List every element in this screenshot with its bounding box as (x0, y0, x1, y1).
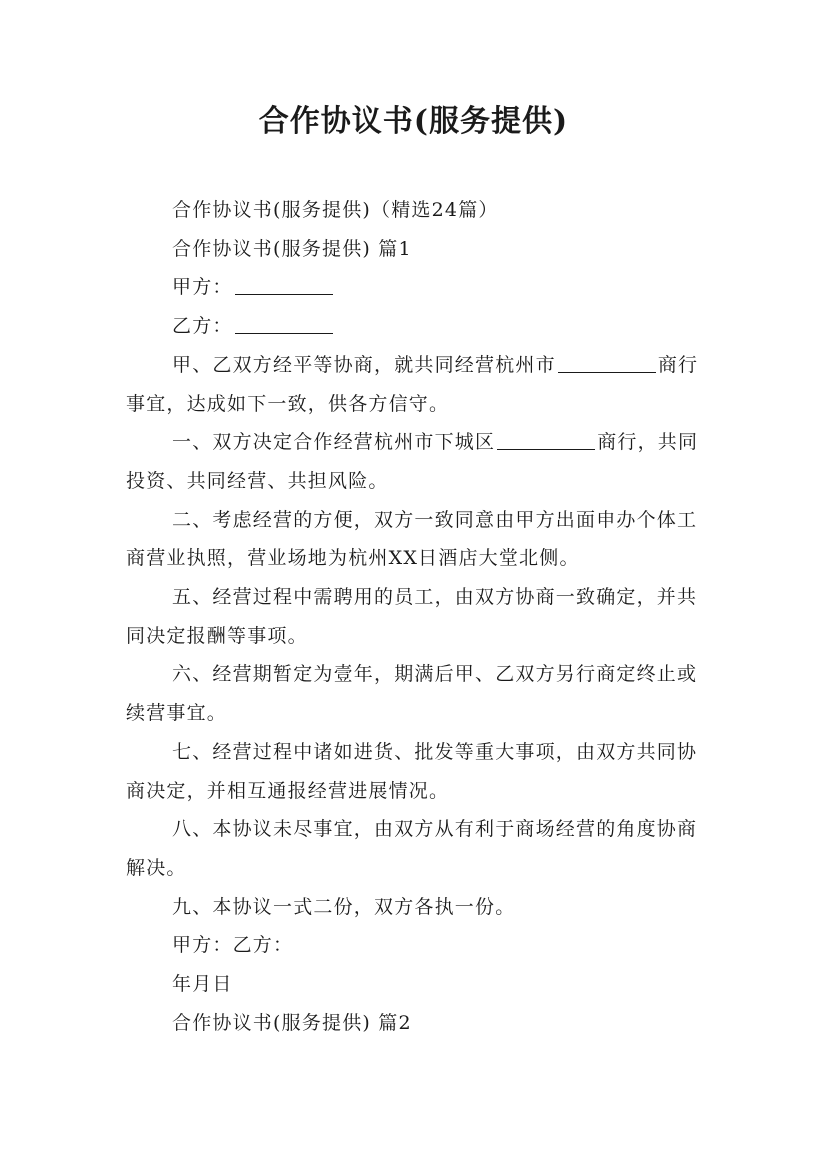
preamble-blank-line (558, 354, 656, 373)
paragraph-clause-1 (126, 423, 711, 500)
paragraph-section-heading-2: 合作协议书(服务提供) 篇2 (172, 1011, 412, 1034)
clause-1-text-b: 商行，共同投资、共同经营、共担风险。 (126, 431, 699, 492)
paragraph-preamble (126, 346, 711, 423)
document-title: 合作协议书(服务提供) (258, 104, 569, 139)
party-b-label: 乙方： (172, 315, 233, 338)
clause-1-blank-line (497, 431, 595, 450)
paragraph-clause-6: 六、经营期暂定为壹年，期满后甲、乙双方另行商定终止或续营事宜。 (126, 663, 698, 725)
paragraph-summary: 合作协议书(服务提供)（精选24篇） (172, 199, 499, 221)
preamble-text-b: 商行事宜，达成如下一致，供各方信守。 (126, 353, 699, 415)
paragraph-clause-9: 九、本协议一式二份，双方各执一份。 (172, 895, 516, 918)
party-a-label: 甲方： (172, 276, 233, 299)
paragraph-clause-7: 七、经营过程中诸如进货、批发等重大事项，由双方共同协商决定，并相互通报经营进展情况。 (126, 740, 698, 802)
document-body (126, 191, 711, 1042)
preamble-text-a: 甲、乙双方经平等协商，就共同经营杭州市 (172, 353, 556, 376)
paragraph-party-a (126, 268, 711, 307)
paragraph-party-b (126, 307, 711, 346)
party-a-blank-line (235, 276, 333, 295)
paragraph-clause-8: 八、本协议未尽事宜，由双方从有利于商场经营的角度协商解决。 (126, 818, 698, 879)
paragraph-section-heading-1: 合作协议书(服务提供) 篇1 (172, 237, 412, 260)
paragraph-clause-5: 五、经营过程中需聘用的员工，由双方协商一致确定，并共同决定报酬等事项。 (126, 586, 698, 647)
paragraph-clause-2: 二、考虑经营的方便，双方一致同意由甲方出面申办个体工商营业执照，营业场地为杭州XX日酒店大堂北侧。 (126, 508, 698, 570)
party-b-blank-line (235, 315, 333, 334)
paragraph-signatures: 甲方：乙方： (172, 934, 294, 957)
clause-1-text-a: 一、双方决定合作经营杭州市下城区 (172, 431, 496, 454)
paragraph-date: 年月日 (172, 973, 233, 996)
